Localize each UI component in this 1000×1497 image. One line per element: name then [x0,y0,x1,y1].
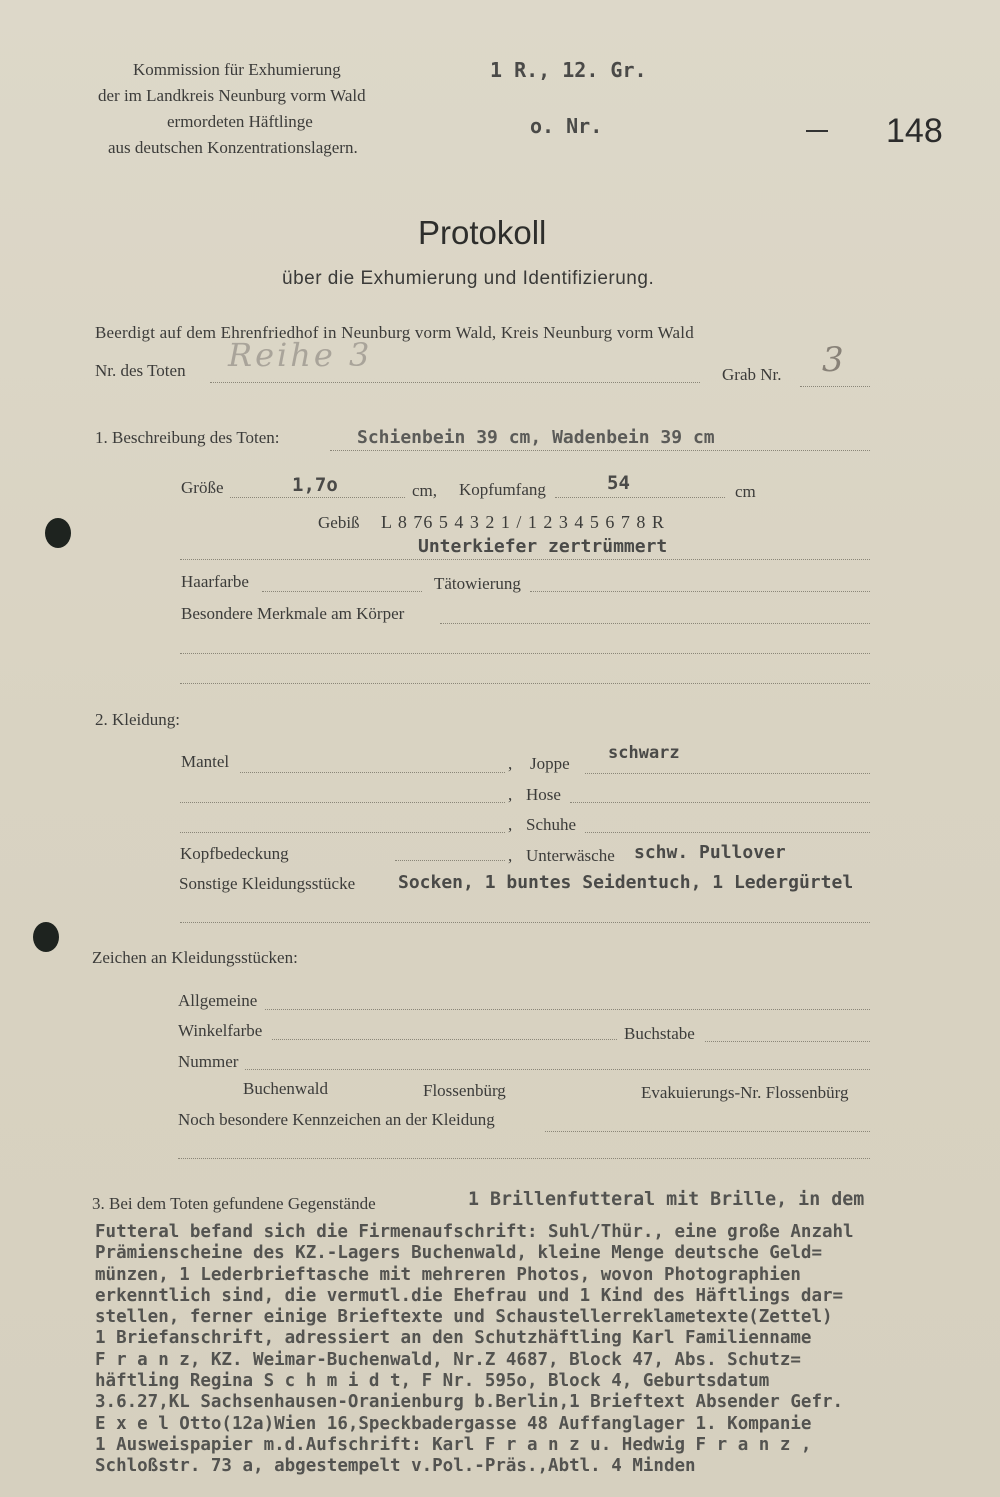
distinguishing-marks-line [440,623,870,624]
grave-number-line [800,386,870,387]
triangle-color-label: Winkelfarbe [178,1021,263,1040]
coat-line [240,772,505,773]
trousers-label: Hose [526,785,561,804]
height-unit: cm, [412,481,438,500]
comma-hose: , [508,785,513,804]
teeth-note: Unterkiefer zertrümmert [418,536,668,557]
org-line-3: ermordeten Häftlinge [167,112,313,131]
buchenwald-label: Buchenwald [243,1079,328,1098]
punch-hole-bottom [33,922,59,952]
triangle-color-line [272,1039,617,1040]
evacuation-number-label: Evakuierungs-Nr. Flossenbürg [641,1083,849,1102]
found-items-line: 3.6.27,KL Sachsenhausen-Oranienburg b.Berlin,1 Brieftext Absender Gefr. [95,1392,844,1413]
distinguishing-marks-label: Besondere Merkmale am Körper [181,604,405,623]
org-line-2: der im Landkreis Neunburg vorm Wald [98,86,366,105]
found-items-line: E x e l Otto(12a)Wien 16,Speckbadergasse 48 Auffanglager 1. Kompanie [95,1413,812,1434]
teeth-label: Gebiß [318,513,360,532]
found-items-line: stellen, ferner einige Brieftexte und Schaustellerreklametexte(Zettel) [95,1307,833,1328]
handwritten-deceased-number: Reihe 3 [228,336,373,374]
other-clothing-line [180,922,870,923]
found-items-line: 1 Briefanschrift, adressiert an den Schutzhäftling Karl Familienname [95,1328,812,1349]
coat-label: Mantel [181,752,230,771]
reference-number: 148 [886,112,943,150]
hair-color-label: Haarfarbe [181,572,249,591]
reference-line-1: 1 R., 12. Gr. [490,58,647,82]
general-line [265,1009,870,1010]
found-items-line: erkenntlich sind, die vermutl.die Ehefrau und 1 Kind des Häftlings dar= [95,1285,844,1306]
description-line [330,450,870,451]
blank-line-1 [180,653,870,654]
org-line-4: aus deutschen Konzentrationslagern. [108,138,358,157]
left-blank-line-1 [180,802,505,803]
grave-number-value: 3 [822,340,844,380]
org-line-1: Kommission für Exhumierung [133,60,341,79]
general-label: Allgemeine [178,991,258,1010]
dash-mark [806,130,828,132]
other-marks-line [545,1131,870,1132]
teeth-chart: L 8 76 5 4 3 2 1 / 1 2 3 4 5 6 7 8 R [381,512,665,532]
other-clothing-label: Sonstige Kleidungsstücke [179,874,356,893]
found-items-text [95,1222,990,1478]
deceased-number-line [210,382,700,383]
found-items-line: münzen, 1 Lederbrieftasche mit mehreren Photos, wovon Photographien [95,1264,801,1285]
document-subtitle: über die Exhumierung und Identifizierung. [282,268,655,289]
height-value: 1,7o [292,474,338,496]
teeth-line [180,559,870,560]
blank-line-2 [180,683,870,684]
found-items-line: F r a n z, KZ. Weimar-Buchenwald, Nr.Z 4687, Block 47, Abs. Schutz= [95,1349,801,1370]
jacket-value: schwarz [608,743,680,763]
tattoo-line [530,591,870,592]
found-items-line: Prämienscheine des KZ.-Lagers Buchenwald, kleine Menge deutsche Geld= [95,1243,822,1264]
number-line [245,1069,870,1070]
section3-heading: 3. Bei dem Toten gefundene Gegenstände [92,1194,376,1213]
blank-line-3 [178,1158,870,1159]
other-clothing-value: Socken, 1 buntes Seidentuch, 1 Ledergürtel [398,872,854,893]
head-circumference-line [555,497,725,498]
underwear-value: schw. Pullover [634,842,786,863]
found-items-line: häftling Regina S c h m i d t, F Nr. 595o, Block 4, Geburtsdatum [95,1371,770,1392]
head-circumference-value: 54 [607,472,630,494]
found-items-line: Futteral befand sich die Firmenaufschrift: Suhl/Thür., eine große Anzahl [95,1222,854,1242]
hair-color-line [262,591,422,592]
section2-heading: 2. Kleidung: [95,710,180,729]
jacket-line [585,773,870,774]
letter-label: Buchstabe [624,1024,695,1043]
deceased-number-label: Nr. des Toten [95,361,186,380]
headwear-line [395,860,505,861]
underwear-label: Unterwäsche [526,846,615,865]
height-line [230,497,405,498]
document-title: Protokoll [418,214,547,251]
found-items-line: 1 Ausweispapier m.d.Aufschrift: Karl F r a n z u. Hedwig F r a n z , [95,1434,812,1455]
grave-number-label: Grab Nr. [722,365,782,384]
reference-line-2: o. Nr. [530,114,603,138]
comma-joppe: , [508,754,513,773]
left-blank-line-2 [180,832,505,833]
head-circumference-label: Kopfumfang [459,480,546,499]
jacket-label: Joppe [530,754,570,773]
clothing-marks-heading: Zeichen an Kleidungsstücken: [92,948,298,967]
punch-hole-top [45,518,71,548]
section1-heading: 1. Beschreibung des Toten: [95,428,280,447]
other-marks-label: Noch besondere Kennzeichen an der Kleidung [178,1110,495,1129]
number-label: Nummer [178,1052,239,1071]
comma-unterwaesche: , [508,846,513,865]
shoes-label: Schuhe [526,815,577,834]
shoes-line [585,832,870,833]
head-circumference-unit: cm [735,482,756,501]
comma-schuhe: , [508,815,513,834]
flossenbuerg-label: Flossenbürg [423,1081,506,1100]
found-items-first-line: 1 Brillenfutteral mit Brille, in dem [468,1189,865,1210]
headwear-label: Kopfbedeckung [180,844,289,863]
burial-place: Beerdigt auf dem Ehrenfriedhof in Neunburg vorm Wald, Kreis Neunburg vorm Wald [95,323,694,342]
trousers-line [570,802,870,803]
body-description: Schienbein 39 cm, Wadenbein 39 cm [357,427,715,448]
tattoo-label: Tätowierung [434,574,521,593]
found-items-line: Schloßstr. 73 a, abgestempelt v.Pol.-Präs.,Abtl. 4 Minden [95,1456,696,1477]
letter-line [705,1041,870,1042]
height-label: Größe [181,478,224,497]
